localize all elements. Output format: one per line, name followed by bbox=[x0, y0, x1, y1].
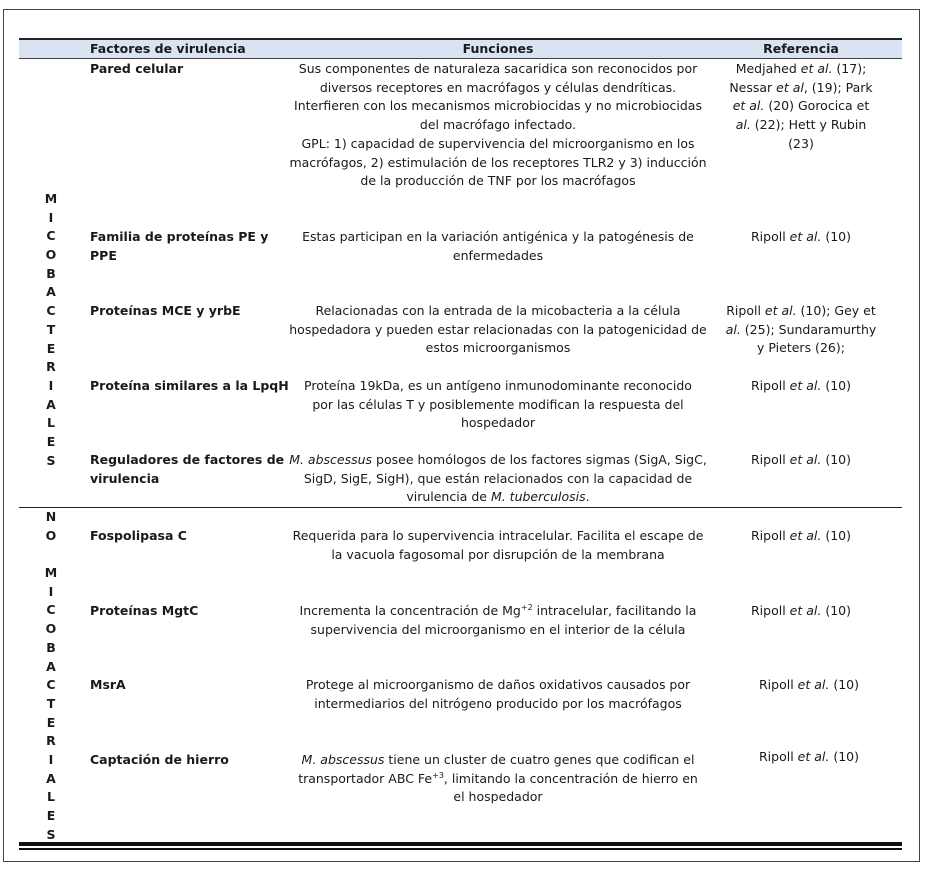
header-factor: Factores de virulencia bbox=[90, 41, 246, 56]
functions-captacion-hierro: M. abscessus tiene un cluster de cuatro genes que codifican el transportador ABC $Fe^{+3}$, limitando la concentración de hierro en el hospedador bbox=[298, 752, 698, 805]
functions-lpqh: Proteína 19kDa, es un antígeno inmunodominante reconocido por las células T y posiblemente modifican la respuesta del hospedador bbox=[304, 378, 692, 431]
functions-msra: Protege al microorganismo de daños oxidativos causados por intermediarios del nitrógeno producido por los macrófagos bbox=[305, 677, 691, 711]
factor-pared-celular: Pared celular bbox=[90, 61, 184, 76]
group-separator bbox=[19, 507, 902, 508]
factor-fospolipasa-c: Fospolipasa C bbox=[90, 528, 187, 543]
reference-captacion-hierro: Ripoll et al. (10) bbox=[759, 749, 859, 764]
group-label-micobacteriales: M I C O B A C T E R I A L E S bbox=[44, 191, 58, 468]
functions-mgtc: Incrementa la concentración de $Mg^{+2}$ intracelular, facilitando la supervivencia del microorganismo en el interior de la célula bbox=[299, 603, 697, 637]
factor-lpqh: Proteína similares a la LpqH bbox=[90, 378, 289, 393]
functions-pared-celular: Sus componentes de naturaleza sacaridica son reconocidos por diversos receptores en macrófagos y células dendríticas. Interfieren con los mecanismos microbiocidas y no microbiocidas del macrófago infectado. GPL: 1) capacidad de supervivencia del microorganismo en los macrófagos, 2) estimulación de los receptores TLR2 y 3) inducción de la producción de TNF por los macrófagos bbox=[289, 61, 707, 189]
header-bottom-rule bbox=[19, 58, 902, 59]
group-label-no-micobacteriales: N O M I C O B A C T E R I A L E S bbox=[44, 509, 58, 842]
header-functions: Funciones bbox=[462, 41, 534, 56]
reference-lpqh: Ripoll et al. (10) bbox=[751, 378, 851, 393]
reference-fospolipasa-c: Ripoll et al. (10) bbox=[751, 528, 851, 543]
functions-pe-ppe: Estas participan en la variación antigénica y la patogénesis de enfermedades bbox=[302, 229, 694, 263]
reference-mce-yrbe: Ripoll et al. (10); Gey et al. (25); Sundaramurthy y Pieters (26); bbox=[725, 303, 877, 356]
bottom-rule-thin bbox=[19, 848, 902, 850]
factor-mce-yrbe: Proteínas MCE y yrbE bbox=[90, 303, 241, 318]
factor-msra: MsrA bbox=[90, 677, 126, 692]
functions-fospolipasa-c: Requerida para lo supervivencia intracelular. Facilita el escape de la vacuola fagosomal por disrupción de la membrana bbox=[292, 528, 704, 562]
reference-mgtc: Ripoll et al. (10) bbox=[751, 603, 851, 618]
reference-pared-celular: Medjahed et al. (17); Nessar et al, (19); Park et al. (20) Gorocica et al. (22); Hett y Rubin (23) bbox=[729, 61, 873, 151]
factor-captacion-hierro: Captación de hierro bbox=[90, 752, 229, 767]
reference-pe-ppe: Ripoll et al. (10) bbox=[751, 229, 851, 244]
functions-reguladores: M. abscessus posee homólogos de los factores sigmas (SigA, SigC, SigD, SigE, SigH), que están relacionados con la capacidad de virulencia de M. tuberculosis. bbox=[289, 452, 707, 505]
reference-msra: Ripoll et al. (10) bbox=[759, 677, 859, 692]
bottom-rule-thick bbox=[19, 842, 902, 846]
factor-reguladores: Reguladores de factores de virulencia bbox=[90, 452, 285, 486]
functions-mce-yrbe: Relacionadas con la entrada de la micobacteria a la célula hospedadora y pueden estar relacionadas con la patogenicidad de estos microorganismos bbox=[289, 303, 707, 356]
header-reference: Referencia bbox=[763, 41, 839, 56]
factor-mgtc: Proteínas MgtC bbox=[90, 603, 199, 618]
factor-pe-ppe: Familia de proteínas PE y PPE bbox=[90, 229, 269, 263]
reference-reguladores: Ripoll et al. (10) bbox=[751, 452, 851, 467]
